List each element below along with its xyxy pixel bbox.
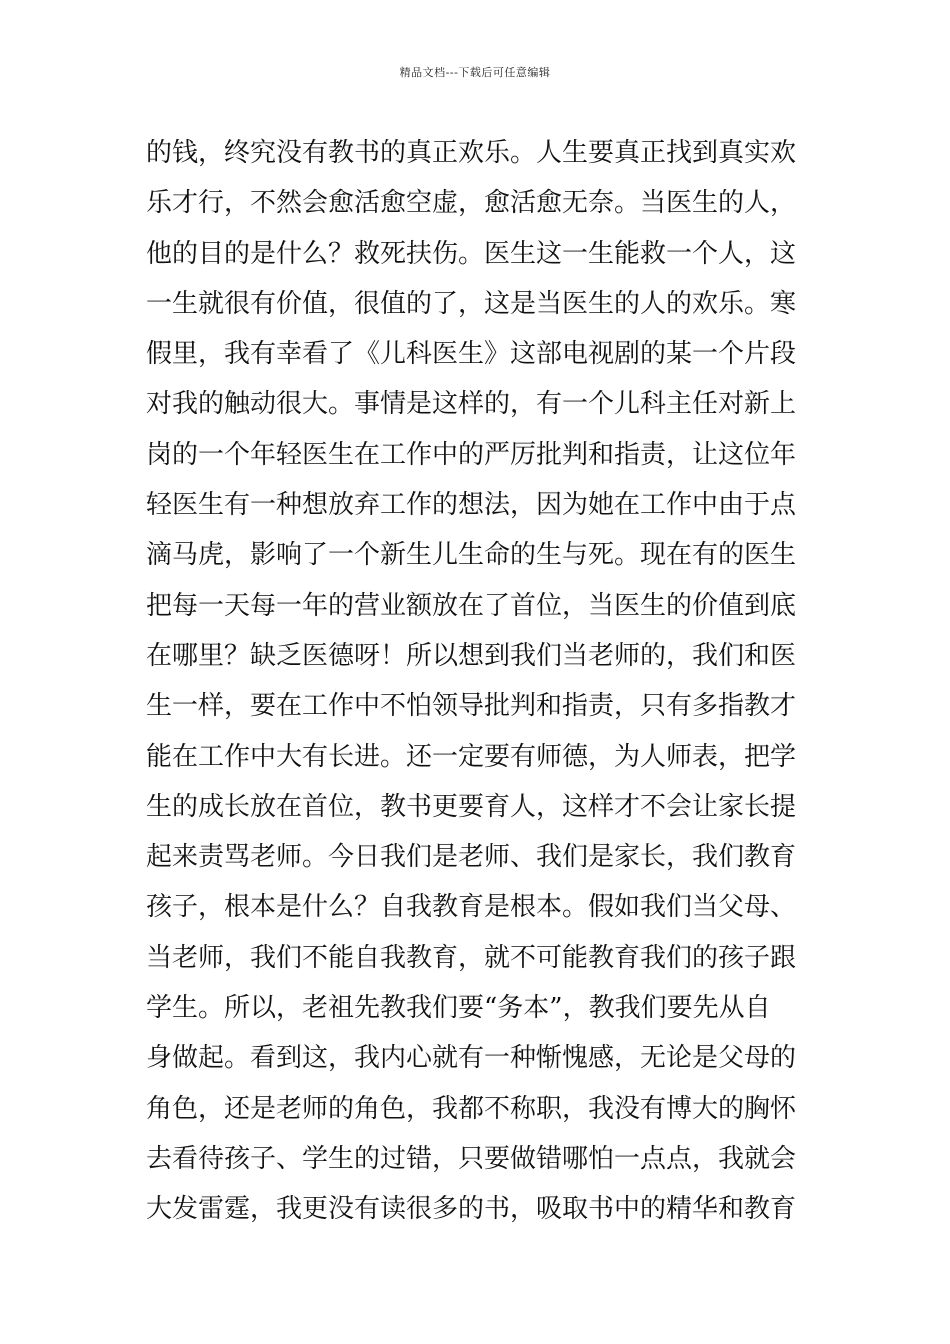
text-line: 滴马虎，影响了一个新生儿生命的生与死。现在有的医生 [146,540,797,571]
text-line: 一生就很有价值，很值的了，这是当医生的人的欢乐。寒 [146,288,797,319]
text-line: 的钱，终究没有教书的真正欢乐。人生要真正找到真实欢 [146,138,797,168]
text-line: 去看待孩子、学生的过错，只要做错哪怕一点点，我就会 [146,1143,797,1174]
text-line: 生一样，要在工作中不怕领导批判和指责，只有多指教才 [146,691,797,722]
text-line: 学生。所以，老祖先教我们要“务本”，教我们要先从自 [146,993,771,1024]
text-line: 岗的一个年轻医生在工作中的严厉批判和指责，让这位年 [146,439,797,470]
text-line: 大发雷霆，我更没有读很多的书，吸取书中的精华和教育 [146,1194,797,1225]
page-header: 精品文档---下载后可任意编辑 [399,66,551,79]
text-line: 乐才行，不然会愈活愈空虚，愈活愈无奈。当医生的人， [146,188,797,219]
text-line: 身做起。看到这，我内心就有一种惭愧感，无论是父母的 [146,1043,797,1074]
text-line: 角色，还是老师的角色，我都不称职，我没有博大的胸怀 [146,1093,797,1124]
text-line: 假里，我有幸看了《儿科医生》这部电视剧的某一个片段 [146,339,797,370]
text-line: 在哪里？缺乏医德呀！所以想到我们当老师的，我们和医 [146,640,797,671]
text-line: 轻医生有一种想放弃工作的想法，因为她在工作中由于点 [146,490,797,521]
text-line: 他的目的是什么？救死扶伤。医生这一生能救一个人，这 [146,238,797,269]
text-line: 对我的触动很大。事情是这样的，有一个儿科主任对新上 [146,389,797,420]
body-text [146,128,811,1235]
text-line: 起来责骂老师。今日我们是老师、我们是家长，我们教育 [146,842,797,873]
text-line: 当老师，我们不能自我教育，就不可能教育我们的孩子跟 [146,942,797,973]
text-line: 生的成长放在首位，教书更要育人，这样才不会让家长提 [146,791,797,822]
text-line: 孩子，根本是什么？自我教育是根本。假如我们当父母、 [146,892,797,923]
text-line: 把每一天每一年的营业额放在了首位，当医生的价值到底 [146,590,797,621]
text-line: 能在工作中大有长进。还一定要有师德，为人师表，把学 [146,741,797,772]
